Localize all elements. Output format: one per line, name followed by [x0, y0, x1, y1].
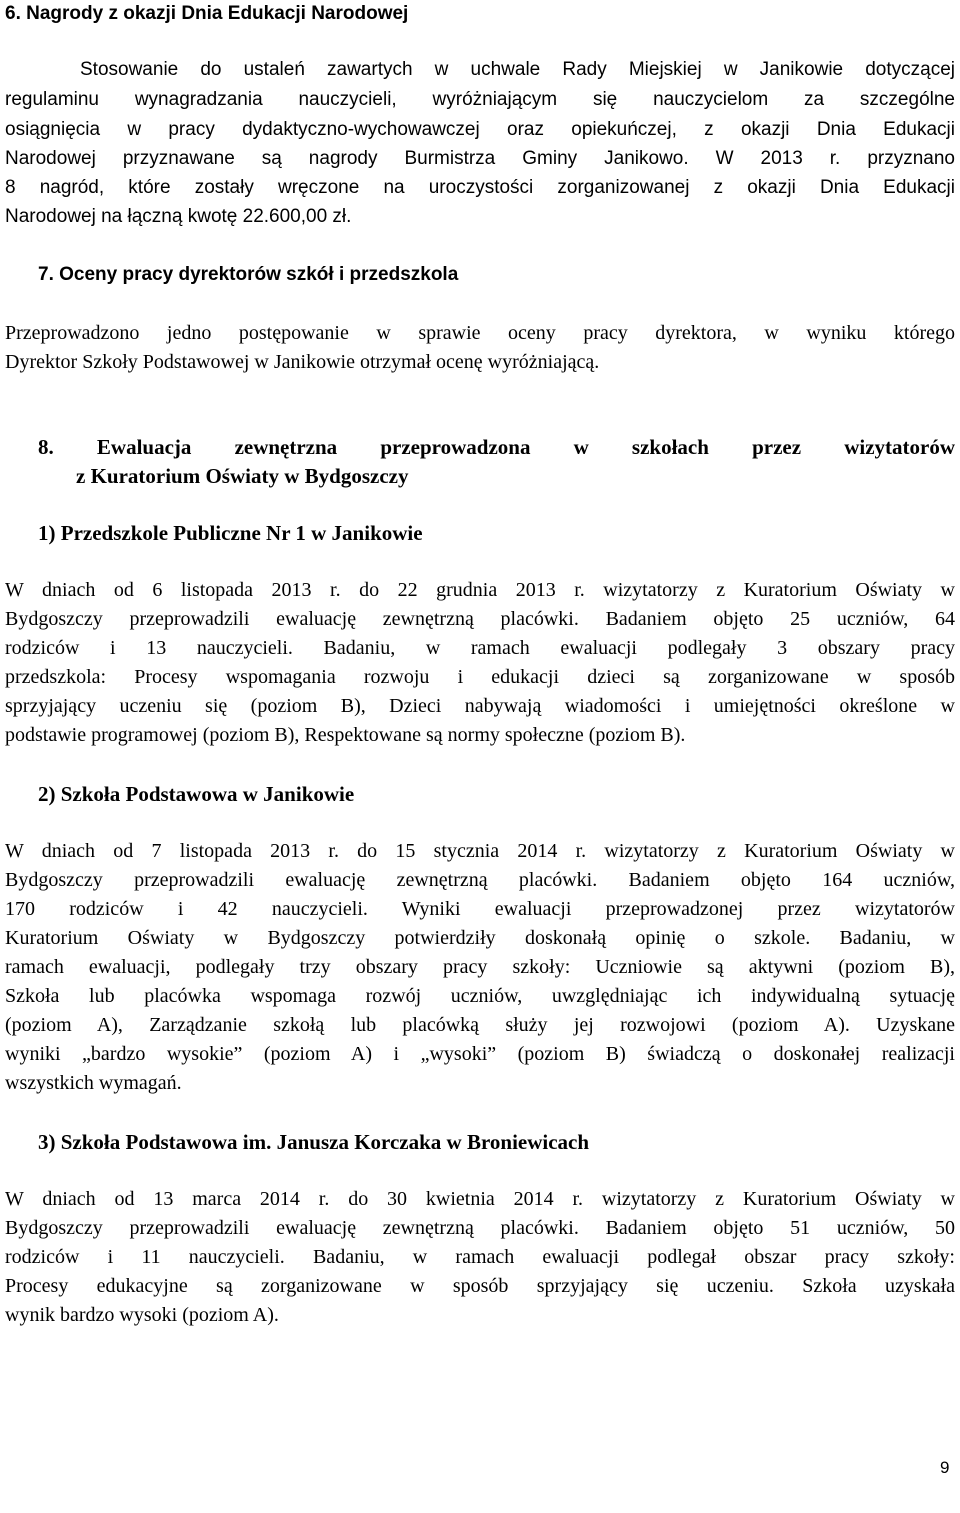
- paragraph-line: Dyrektor Szkoły Podstawowej w Janikowie otrzymał ocenę wyróżniającą.: [5, 351, 600, 373]
- paragraph-line: W dniach od 7 listopada 2013 r. do 15 stycznia 2014 r. wizytatorzy z Kuratorium Oświaty w: [5, 840, 955, 862]
- paragraph-line: 170 rodziców i 42 nauczycieli. Wyniki ewaluacji przeprowadzonej przez wizytatorów: [5, 898, 955, 920]
- paragraph-line: Bydgoszczy przeprowadzili ewaluację zewnętrzną placówki. Badaniem objęto 25 uczniów, 64: [5, 608, 955, 630]
- item-3-heading: 3) Szkoła Podstawowa im. Janusza Korczaka w Broniewicach: [38, 1130, 590, 1154]
- paragraph-line: Przeprowadzono jedno postępowanie w sprawie oceny pracy dyrektora, w wyniku którego: [5, 322, 955, 344]
- paragraph-line: Procesy edukacyjne są zorganizowane w sposób sprzyjający się uczeniu. Szkoła uzyskała: [5, 1275, 955, 1297]
- item-1-heading: 1) Przedszkole Publiczne Nr 1 w Janikowie: [38, 521, 423, 545]
- paragraph-line: osiągnięcia w pracy dydaktyczno-wychowawczej oraz opiekuńczej, z okazji Dnia Edukacji: [5, 119, 955, 140]
- paragraph-line: Bydgoszczy przeprowadzili ewaluację zewnętrzną placówki. Badaniem objęto 164 uczniów,: [5, 869, 955, 891]
- paragraph-line: rodziców i 13 nauczycieli. Badaniu, w ramach ewaluacji podlegały 3 obszary pracy: [5, 637, 955, 659]
- paragraph-line: W dniach od 13 marca 2014 r. do 30 kwietnia 2014 r. wizytatorzy z Kuratorium Oświaty w: [5, 1188, 955, 1210]
- paragraph-line: podstawie programowej (poziom B), Respektowane są normy społeczne (poziom B).: [5, 724, 686, 746]
- paragraph-line: (poziom A), Zarządzanie szkołą lub placówką służy jej rozwojowi (poziom A). Uzyskane: [5, 1014, 955, 1036]
- paragraph-line: 8 nagród, które zostały wręczone na uroczystości zorganizowanej z okazji Dnia Edukacji: [5, 177, 955, 198]
- section-6-heading: 6. Nagrody z okazji Dnia Edukacji Narodowej: [5, 3, 409, 24]
- paragraph-line: Szkoła lub placówka wspomaga rozwój uczniów, uwzględniając ich indywidualną sytuację: [5, 985, 955, 1007]
- paragraph-line: Bydgoszczy przeprowadzili ewaluację zewnętrzną placówki. Badaniem objęto 51 uczniów, 50: [5, 1217, 955, 1239]
- section-8-heading: 8. Ewaluacja zewnętrzna przeprowadzona w szkołach przez wizytatorów: [38, 435, 955, 459]
- paragraph-line: Narodowej przyznawane są nagrody Burmistrza Gminy Janikowo. W 2013 r. przyznano: [5, 148, 955, 169]
- paragraph-line: W dniach od 6 listopada 2013 r. do 22 grudnia 2013 r. wizytatorzy z Kuratorium Oświaty w: [5, 579, 955, 601]
- paragraph-line: regulaminu wynagradzania nauczycieli, wyróżniającym się nauczycielom za szczególne: [5, 89, 955, 110]
- paragraph-line: wszystkich wymagań.: [5, 1072, 182, 1094]
- paragraph-line: sprzyjający uczeniu się (poziom B), Dzieci nabywają wiadomości i umiejętności określone w: [5, 695, 955, 717]
- paragraph-line: Kuratorium Oświaty w Bydgoszczy potwierdziły doskonałą opinię o szkole. Badaniu, w: [5, 927, 955, 949]
- paragraph-line: Narodowej na łączną kwotę 22.600,00 zł.: [5, 206, 352, 227]
- paragraph-line: przedszkola: Procesy wspomagania rozwoju i edukacji dzieci są zorganizowane w sposób: [5, 666, 955, 688]
- paragraph-line: ramach ewaluacji, podlegały trzy obszary pracy szkoły: Uczniowie są aktywni (poziom B),: [5, 956, 955, 978]
- paragraph-line: Stosowanie do ustaleń zawartych w uchwale Rady Miejskiej w Janikowie dotyczącej: [80, 59, 955, 80]
- paragraph-line: rodziców i 11 nauczycieli. Badaniu, w ramach ewaluacji podlegał obszar pracy szkoły:: [5, 1246, 955, 1268]
- paragraph-line: wynik bardzo wysoki (poziom A).: [5, 1304, 279, 1326]
- item-2-heading: 2) Szkoła Podstawowa w Janikowie: [38, 782, 355, 806]
- paragraph-line: wyniki „bardzo wysokie” (poziom A) i „wysoki” (poziom B) świadczą o doskonałej realizacji: [5, 1043, 955, 1065]
- section-7-heading: 7. Oceny pracy dyrektorów szkół i przedszkola: [38, 264, 459, 285]
- page-number: 9: [940, 1458, 950, 1477]
- section-8-heading-continued: z Kuratorium Oświaty w Bydgoszczy: [76, 464, 409, 488]
